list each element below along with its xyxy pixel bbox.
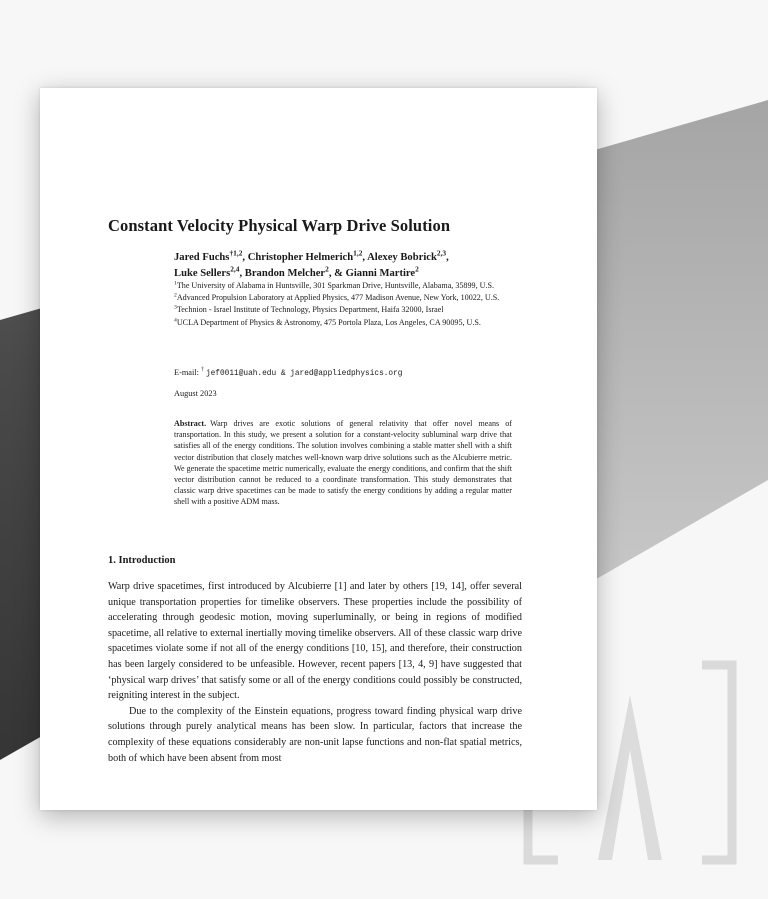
author-superscript: 2 (325, 263, 329, 273)
affiliation-item (174, 292, 544, 303)
abstract-label: Abstract. (174, 419, 207, 428)
affiliation-text: UCLA Department of Physics & Astronomy, 475 Portola Plaza, Los Angeles, CA 90095, U.S. (176, 317, 481, 327)
affiliation-number: 4 (174, 316, 177, 323)
author-separator: , & (328, 267, 346, 279)
author-separator: , (362, 252, 368, 263)
body-text (108, 579, 522, 766)
author-separator: , (242, 252, 248, 263)
affiliation-item (174, 317, 544, 328)
affiliation-number: 1 (174, 280, 177, 287)
author-name: Jared Fuchs (174, 252, 230, 263)
author-name: Christopher Helmerich (247, 252, 354, 263)
author-superscript: 2 (415, 263, 419, 273)
affiliation-number: 2 (174, 292, 177, 299)
affiliation-list (174, 280, 544, 329)
author-superscript: †1,2 (229, 248, 243, 258)
paper-title: Constant Velocity Physical Warp Drive Solution (108, 216, 451, 235)
email-label: E-mail: (174, 368, 199, 377)
author-name: Gianni Martire (345, 267, 416, 279)
author-superscript: 1,2 (353, 248, 363, 258)
affiliation-item (174, 280, 544, 291)
affiliation-text: The University of Alabama in Huntsville, 301 Sparkman Drive, Huntsville, Alabama, 35899, U.S. (176, 281, 495, 290)
author-separator: , (446, 252, 449, 263)
author-name: Luke Sellers (174, 267, 231, 279)
email-mark: † (200, 367, 204, 374)
publication-date: August 2023 (174, 389, 217, 398)
affiliation-number: 3 (174, 304, 177, 311)
affiliation-text: Technion - Israel Institute of Technology, Physics Department, Haifa 32000, Israel (176, 305, 444, 315)
author-superscript: 2,3 (436, 248, 447, 258)
email-line (174, 368, 554, 378)
abstract (174, 418, 512, 508)
affiliation-text: Advanced Propulsion Laboratory at Applied Physics, 477 Madison Avenue, New York, 10022, U.S. (176, 293, 500, 303)
paper-page (40, 88, 597, 810)
paragraph: Warp drive spacetimes, first introduced by Alcubierre [1] and later by others [19, 14], offer several unique transportation properties for timelike observers. These properties include the possibility of accelerating through geodesic motion, moving superluminally, or being in regions of modified spacetime, all relative to external inertially moving timelike observers. All of these classic warp drive spacetimes violate some if not all of the energy conditions [10, 15], and therefore, their construction has been largely considered to be unfeasible. However, recent papers [13, 4, 9] have suggested that ‘physical warp drives’ that satisfy some or all of the energy conditions could possibly be constructed, reigniting interest in the subject. (108, 581, 522, 702)
abstract-text: Warp drives are exotic solutions of general relativity that offer novel means of transportation. In this study, we present a solution for a constant-velocity subluminal warp drive that satisfies all of the energy conditions. The solution involves combining a stable matter shell with a shift vector distribution that closely matches well-known warp drive solutions such as the Alcubierre metric. We generate the spacetime metric numerically, evaluate the energy conditions, and confirm that the shift vector distribution cannot be reduced to a coordinate transformation. This study demonstrates that classic warp drive spacetimes can be made to satisfy the energy conditions by adding a regular matter shell with a positive ADM mass. (174, 419, 512, 507)
author-list (174, 250, 544, 281)
email-addresses[interactable]: jef0011@uah.edu & jared@appliedphysics.org (205, 370, 403, 378)
author-name: Brandon Melcher (244, 267, 326, 279)
author-name: Alexey Bobrick (367, 252, 437, 263)
section-heading: 1. Introduction (108, 555, 176, 566)
affiliation-item (174, 304, 544, 315)
author-separator: , (239, 267, 245, 279)
author-superscript: 2,4 (230, 263, 240, 273)
paragraph: Due to the complexity of the Einstein equations, progress toward finding physical warp drive solutions through purely analytical means has been slow. In particular, factors that increase the complexity of these equations considerably are non-unit lapse functions and non-flat spatial metrics, both of which have been absent from most (108, 705, 522, 764)
